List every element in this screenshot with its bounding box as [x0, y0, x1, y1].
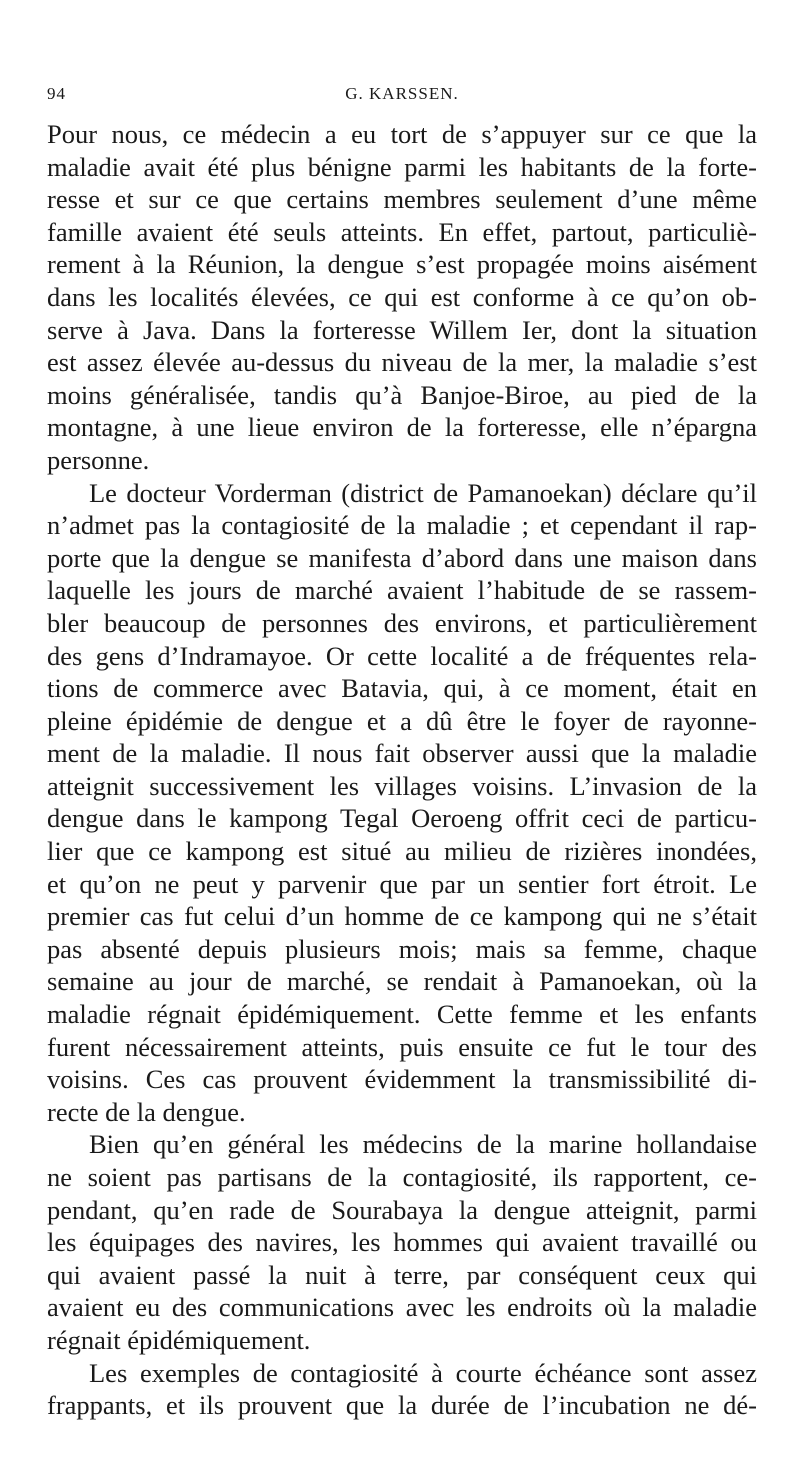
text-line: resse et sur ce que certains membres seulement d’une même — [47, 184, 757, 215]
paragraph — [47, 1128, 757, 1356]
text-line: recte de la dengue. — [47, 1096, 246, 1127]
text-line: Pour nous, ce médecin a eu tort de s’appuyer sur ce que la — [47, 119, 757, 149]
text-line: serve à Java. Dans la forteresse Willem Ier, dont la situation — [47, 314, 757, 345]
text-line: Le docteur Vorderman (district de Pamanoekan) déclare qu’il — [89, 477, 757, 508]
text-line: les équipages des navires, les hommes qui avaient travaillé ou — [47, 1227, 757, 1258]
text-line: n’admet pas la contagiosité de la maladie ; et cependant il rap- — [47, 510, 757, 541]
page-header — [47, 84, 757, 112]
text-line: maladie régnait épidémiquement. Cette femme et les enfants — [47, 999, 757, 1030]
text-line: voisins. Ces cas prouvent évidemment la transmissibilité di- — [47, 1064, 757, 1095]
running-title: G. KARSSEN. — [345, 84, 459, 103]
text-line: personne. — [47, 444, 150, 475]
text-line: frappants, et ils prouvent que la durée de l’incubation ne dé- — [47, 1390, 757, 1421]
text-line: régnait épidémiquement. — [47, 1324, 311, 1355]
text-line: premier cas fut celui d’un homme de ce kampong qui ne s’était — [47, 901, 757, 932]
text-line: dans les localités élevées, ce qui est conforme à ce qu’on ob- — [47, 281, 757, 312]
text-line: qui avaient passé la nuit à terre, par conséquent ceux qui — [47, 1259, 757, 1290]
text-line: ne soient pas partisans de la contagiosité, ils rapportent, ce- — [47, 1162, 757, 1192]
text-line: des gens d’Indramayoe. Or cette localité a de fréquentes rela- — [47, 640, 757, 671]
text-line: lier que ce kampong est situé au milieu de rizières inondées, — [47, 836, 757, 867]
text-line: est assez élevée au-dessus du niveau de la mer, la maladie s’est — [47, 347, 757, 378]
text-line: pleine épidémie de dengue et a dû être le foyer de rayonne- — [47, 705, 757, 736]
text-line: moins généralisée, tandis qu’à Banjoe-Biroe, au pied de la — [47, 379, 757, 410]
text-line: ment de la maladie. Il nous fait observer aussi que la maladie — [47, 738, 757, 769]
text-line: tions de commerce avec Batavia, qui, à ce moment, était en — [47, 673, 757, 704]
text-line: et qu’on ne peut y parvenir que par un sentier fort étroit. Le — [47, 868, 757, 899]
text-line: montagne, à une lieue environ de la forteresse, elle n’épargna — [47, 412, 757, 443]
text-line: avaient eu des communications avec les endroits où la maladie — [47, 1292, 757, 1323]
text-line: laquelle les jours de marché avaient l’habitude de se rassem- — [47, 575, 757, 606]
text-line: semaine au jour de marché, se rendait à Pamanoekan, où la — [47, 966, 757, 997]
body-text — [47, 118, 757, 1422]
paragraph — [47, 118, 757, 477]
paragraph — [47, 477, 757, 1129]
paragraph — [47, 1357, 757, 1422]
text-line: pas absenté depuis plusieurs mois; mais sa femme, chaque — [47, 933, 757, 964]
text-line: famille avaient été seuls atteints. En effet, partout, particuliè- — [47, 216, 757, 247]
text-line: atteignit successivement les villages voisins. L’invasion de la — [47, 770, 757, 801]
text-line: bler beaucoup de personnes des environs, et particulièrement — [47, 607, 757, 638]
page-number: 94 — [47, 84, 66, 103]
text-line: maladie avait été plus bénigne parmi les habitants de la forte- — [47, 151, 757, 182]
text-line: furent nécessairement atteints, puis ensuite ce fut le tour des — [47, 1031, 757, 1062]
text-line: pendant, qu’en rade de Sourabaya la dengue atteignit, parmi — [47, 1194, 757, 1225]
text-line: dengue dans le kampong Tegal Oeroeng offrit ceci de particu- — [47, 803, 757, 834]
text-line: rement à la Réunion, la dengue s’est propagée moins aisément — [47, 249, 757, 280]
text-line: Bien qu’en général les médecins de la marine hollandaise — [89, 1129, 757, 1160]
text-line: Les exemples de contagiosité à courte échéance sont assez — [89, 1357, 757, 1388]
text-line: porte que la dengue se manifesta d’abord dans une maison dans — [47, 542, 757, 573]
